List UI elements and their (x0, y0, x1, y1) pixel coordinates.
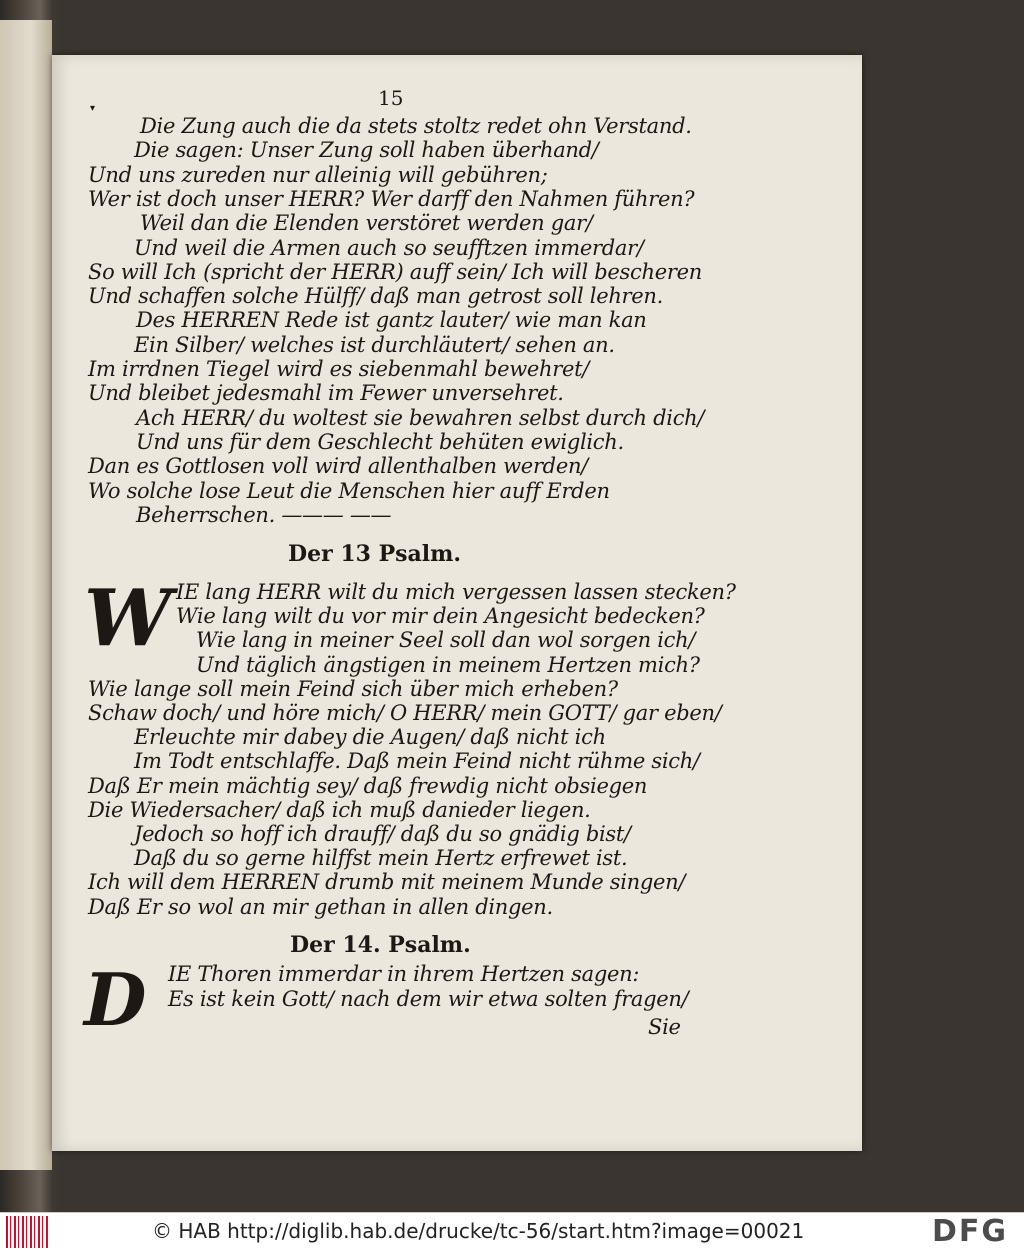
heading-psalm-14: Der 14. Psalm. (290, 932, 471, 958)
drop-cap-psalm-13: W (84, 573, 172, 664)
verse-line: IE Thoren immerdar in ihrem Hertzen sagen: (168, 962, 640, 986)
verse-line: Daß Er so wol an mir gethan in allen dingen. (88, 894, 553, 919)
verse-line: Daß du so gerne hilffst mein Hertz erfrewet ist. (134, 846, 628, 871)
verse-line: Schaw doch/ und höre mich/ O HERR/ mein GOTT/ gar eben/ (88, 701, 722, 725)
drop-cap-psalm-14: D (84, 957, 147, 1042)
verse-line: Die Wiedersacher/ daß ich muß danieder liegen. (88, 797, 591, 822)
dfg-logo: DFG (932, 1214, 1009, 1249)
verse-line: Es ist kein Gott/ nach dem wir etwa solten fragen/ (168, 986, 689, 1011)
barcode-icon (6, 1216, 48, 1248)
verse-line: Wie lang wilt du vor mir dein Angesicht bedecken? (176, 604, 705, 629)
verse-line: Die Zung auch die da stets stoltz redet ohn Verstand. (140, 114, 692, 138)
verse-line: Und täglich ängstigen in meinem Hertzen mich? (196, 652, 700, 677)
page-number: 15 (378, 86, 404, 110)
verse-line: Dan es Gottlosen voll wird allenthalben werden/ (88, 454, 588, 479)
verse-line: Daß Er mein mächtig sey/ daß frewdig nicht obsiegen (88, 773, 648, 798)
heading-psalm-13: Der 13 Psalm. (288, 541, 462, 567)
margin-mark: ▾ (90, 103, 96, 114)
verse-line: Beherrschen. ——— —— (136, 502, 392, 527)
verse-line: So will Ich (spricht der HERR) auff sein/ Ich will bescheren (88, 259, 702, 284)
verse-line: Und uns für dem Geschlecht behüten ewiglich. (136, 429, 624, 454)
verse-line: Weil dan die Elenden verstöret werden gar/ (140, 211, 593, 236)
verse-line: Ach HERR/ du woltest sie bewahren selbst durch dich/ (136, 405, 705, 430)
verse-line: Des HERREN Rede ist gantz lauter/ wie man kan (136, 308, 647, 333)
catchword: Sie (648, 1015, 681, 1039)
verse-line: Im irrdnen Tiegel wird es siebenmahl bewehret/ (88, 357, 590, 381)
verse-line: Im Todt entschlaffe. Daß mein Feind nicht rühme sich/ (134, 749, 700, 774)
verse-line: Und schaffen solche Hülff/ daß man getrost soll lehren. (88, 284, 664, 309)
verse-line: Wer ist doch unser HERR? Wer darff den Nahmen führen? (88, 186, 695, 211)
verse-line: Wie lang in meiner Seel soll dan wol sorgen ich/ (196, 628, 696, 653)
verse-line: Erleuchte mir dabey die Augen/ daß nicht ich (134, 725, 606, 750)
verse-line: Ein Silber/ welches ist durchläutert/ sehen an. (134, 332, 615, 357)
verse-line: Wo solche lose Leut die Menschen hier auff Erden (88, 478, 610, 503)
verse-line: Wie lange soll mein Feind sich über mich erheben? (88, 676, 618, 701)
verse-line: Jedoch so hoff ich drauff/ daß du so gnädig bist/ (134, 822, 631, 846)
verse-line: Und uns zureden nur alleinig will gebühren; (88, 162, 548, 187)
verse-line: IE lang HERR wilt du mich vergessen lassen stecken? (176, 580, 736, 604)
verse-line: Die sagen: Unser Zung soll haben überhand/ (134, 138, 599, 163)
verse-line: Ich will dem HERREN drumb mit meinem Munde singen/ (88, 870, 686, 895)
verse-line: Und bleibet jedesmahl im Fewer unversehret. (88, 381, 564, 406)
copyright-text[interactable]: © HAB http://diglib.hab.de/drucke/tc-56/start.htm?image=00021 (152, 1219, 805, 1243)
verse-line: Und weil die Armen auch so seufftzen immerdar/ (134, 235, 644, 260)
previous-page-edge (0, 20, 52, 1170)
